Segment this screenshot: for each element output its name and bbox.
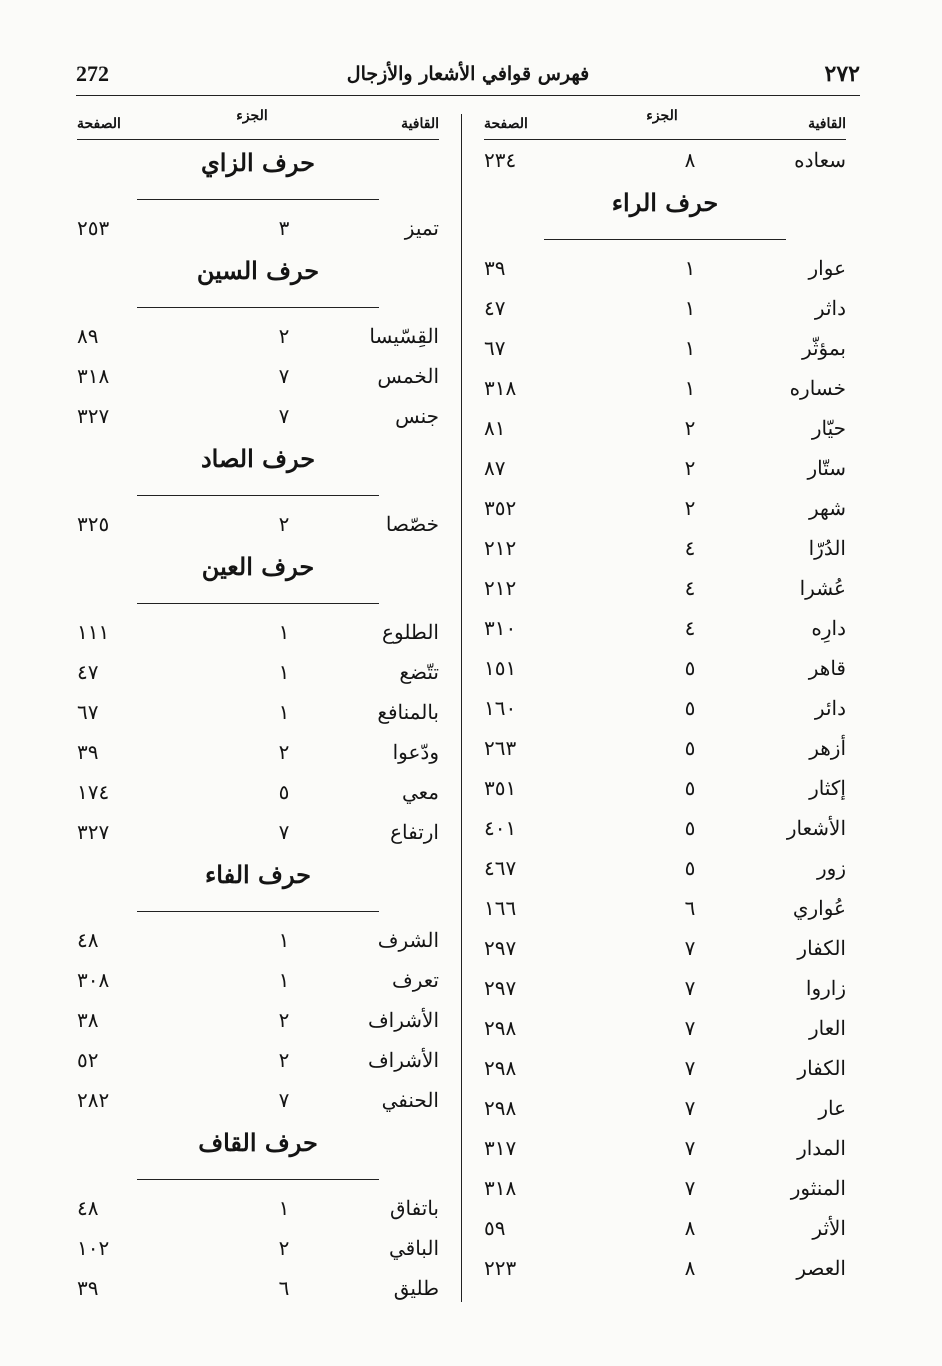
juz-cell: ٢ [278, 512, 290, 536]
section-rule [137, 199, 379, 200]
left-column [77, 110, 439, 1308]
juz-cell: ٢ [278, 324, 290, 348]
index-row [484, 848, 846, 888]
qafiya-cell: بمؤثّر [801, 336, 846, 360]
safha-cell: ٨٧ [484, 456, 506, 480]
safha-cell: ٢٦٣ [484, 736, 517, 760]
header-safha: الصفحة [77, 116, 121, 132]
qafiya-cell: الأشراف [367, 1048, 439, 1072]
juz-cell: ١ [278, 700, 290, 724]
safha-cell: ٨١ [484, 416, 506, 440]
index-row [484, 528, 846, 568]
section-rule [137, 307, 379, 308]
qafiya-cell: أزهر [809, 736, 846, 760]
safha-cell: ٢٥٣ [77, 216, 110, 240]
index-row [484, 1168, 846, 1208]
index-row [484, 1008, 846, 1048]
qafiya-cell: سعاده [794, 148, 846, 172]
safha-cell: ٢٩٨ [484, 1016, 517, 1040]
qafiya-cell: دائر [814, 696, 846, 720]
index-row [484, 1248, 846, 1288]
section-heading [77, 436, 439, 504]
index-row [484, 1128, 846, 1168]
juz-cell: ٢ [278, 1048, 290, 1072]
juz-cell: ٢ [684, 496, 696, 520]
page-number-latin: 272 [76, 61, 109, 86]
safha-cell: ٣٢٥ [77, 512, 110, 536]
juz-cell: ١ [684, 376, 696, 400]
qafiya-cell: بالمنافع [377, 700, 439, 724]
index-row [77, 612, 439, 652]
index-row [77, 1000, 439, 1040]
juz-cell: ٦ [278, 1276, 290, 1300]
section-heading [77, 544, 439, 612]
index-row [484, 968, 846, 1008]
juz-cell: ٥ [684, 856, 696, 880]
juz-cell: ٤ [684, 576, 696, 600]
index-row [77, 1188, 439, 1228]
section-rule [137, 911, 379, 912]
safha-cell: ٢٩٧ [484, 976, 517, 1000]
qafiya-cell: الكفار [797, 1056, 846, 1080]
safha-cell: ٣٩ [484, 256, 506, 280]
juz-cell: ٧ [278, 820, 290, 844]
index-row [484, 768, 846, 808]
index-row [484, 1048, 846, 1088]
index-row [484, 488, 846, 528]
juz-cell: ١ [684, 296, 696, 320]
qafiya-cell: المدار [797, 1136, 846, 1160]
juz-cell: ٥ [684, 776, 696, 800]
index-row [77, 772, 439, 812]
page-number-arabic: ٢٧٢ [824, 61, 860, 87]
safha-cell: ١٠٢ [77, 1236, 110, 1260]
section-title: حرف الزاي [201, 148, 315, 177]
safha-cell: ٣٩ [77, 1276, 99, 1300]
index-row [77, 316, 439, 356]
safha-cell: ٢٩٧ [484, 936, 517, 960]
safha-cell: ٢٩٨ [484, 1096, 517, 1120]
juz-cell: ٤ [684, 536, 696, 560]
header-juz: الجزء [236, 108, 268, 124]
index-entries [77, 140, 439, 1308]
safha-cell: ٤٨ [77, 1196, 99, 1220]
safha-cell: ٢٩٨ [484, 1056, 517, 1080]
juz-cell: ٧ [684, 1176, 696, 1200]
qafiya-cell: المنثور [790, 1176, 846, 1200]
safha-cell: ٣٠٨ [77, 968, 110, 992]
safha-cell: ١٦٦ [484, 896, 517, 920]
qafiya-cell: ستّار [807, 456, 846, 480]
index-row [77, 1268, 439, 1308]
juz-cell: ١ [684, 336, 696, 360]
qafiya-cell: تعرف [392, 968, 439, 992]
qafiya-cell: عار [818, 1096, 846, 1120]
index-row [484, 888, 846, 928]
safha-cell: ٣٢٧ [77, 404, 110, 428]
qafiya-cell: ارتفاع [390, 820, 439, 844]
section-title: حرف الصاد [200, 444, 316, 473]
safha-cell: ٣١٧ [484, 1136, 517, 1160]
section-title: حرف السين [196, 256, 320, 285]
qafiya-cell: دارِه [811, 616, 846, 640]
qafiya-cell: عُشرا [799, 576, 846, 600]
section-title: حرف الفاء [204, 860, 312, 889]
juz-cell: ٢ [278, 1236, 290, 1260]
qafiya-cell: داثر [814, 296, 846, 320]
index-row [484, 928, 846, 968]
section-heading [77, 852, 439, 920]
qafiya-cell: الدُرّا [808, 536, 846, 560]
juz-cell: ٧ [278, 404, 290, 428]
juz-cell: ٥ [684, 656, 696, 680]
qafiya-cell: جنس [395, 404, 439, 428]
index-row [484, 1088, 846, 1128]
juz-cell: ٧ [684, 976, 696, 1000]
juz-cell: ١ [278, 968, 290, 992]
index-row [484, 568, 846, 608]
section-heading [77, 140, 439, 208]
index-row [484, 288, 846, 328]
index-row [484, 368, 846, 408]
safha-cell: ٣١٨ [484, 376, 517, 400]
index-row [77, 504, 439, 544]
juz-cell: ٧ [684, 1136, 696, 1160]
qafiya-cell: الكفار [797, 936, 846, 960]
page-title: فهرس قوافي الأشعار والأزجال [346, 63, 590, 85]
juz-cell: ٨ [684, 1256, 696, 1280]
safha-cell: ٥٢ [77, 1048, 99, 1072]
index-row [77, 692, 439, 732]
section-title: حرف القاف [198, 1128, 318, 1157]
juz-cell: ١ [278, 660, 290, 684]
qafiya-cell: الطلوع [382, 620, 439, 644]
safha-cell: ٥٩ [484, 1216, 506, 1240]
qafiya-cell: تتّضع [399, 660, 439, 684]
qafiya-cell: زاروا [805, 976, 846, 1000]
header-safha: الصفحة [484, 116, 528, 132]
juz-cell: ٢ [684, 456, 696, 480]
header-rule [76, 95, 860, 96]
index-row [484, 408, 846, 448]
section-heading [77, 1120, 439, 1188]
header-qafiya: القافية [808, 116, 846, 132]
safha-cell: ٣٨ [77, 1008, 99, 1032]
safha-cell: ٢٨٢ [77, 1088, 110, 1112]
index-row [484, 140, 846, 180]
qafiya-cell: الأشعار [786, 816, 846, 840]
section-title: حرف الراء [611, 188, 719, 217]
index-row [77, 1040, 439, 1080]
safha-cell: ٨٩ [77, 324, 99, 348]
juz-cell: ٥ [684, 816, 696, 840]
qafiya-cell: عُواري [792, 896, 846, 920]
juz-cell: ٨ [684, 1216, 696, 1240]
section-rule [137, 1179, 379, 1180]
index-row [77, 920, 439, 960]
qafiya-cell: العصر [796, 1256, 846, 1280]
index-row [484, 1208, 846, 1248]
juz-cell: ٥ [684, 696, 696, 720]
section-rule [544, 239, 786, 240]
safha-cell: ١٦٠ [484, 696, 517, 720]
safha-cell: ٣٢٧ [77, 820, 110, 844]
index-row [77, 960, 439, 1000]
right-column [484, 110, 846, 1288]
qafiya-cell: عوار [808, 256, 846, 280]
juz-cell: ٨ [684, 148, 696, 172]
juz-cell: ٧ [684, 1056, 696, 1080]
juz-cell: ١ [278, 928, 290, 952]
juz-cell: ٢ [278, 1008, 290, 1032]
qafiya-cell: طليق [393, 1276, 439, 1300]
qafiya-cell: الشرف [377, 928, 439, 952]
index-entries [484, 140, 846, 1288]
index-row [484, 808, 846, 848]
qafiya-cell: خساره [789, 376, 846, 400]
qafiya-cell: العار [808, 1016, 846, 1040]
qafiya-cell: تميز [404, 216, 439, 240]
index-row [484, 448, 846, 488]
safha-cell: ٤٧ [484, 296, 506, 320]
index-row [484, 688, 846, 728]
header-juz: الجزء [646, 108, 678, 124]
safha-cell: ١٧٤ [77, 780, 110, 804]
safha-cell: ٢٣٤ [484, 148, 517, 172]
qafiya-cell: الأشراف [367, 1008, 439, 1032]
safha-cell: ٣١٨ [484, 1176, 517, 1200]
safha-cell: ٤٠١ [484, 816, 517, 840]
qafiya-cell: معي [401, 780, 439, 804]
juz-cell: ١ [278, 620, 290, 644]
page-header [76, 56, 860, 96]
section-rule [137, 495, 379, 496]
index-row [77, 356, 439, 396]
index-row [77, 1080, 439, 1120]
qafiya-cell: خصّصا [385, 512, 439, 536]
index-row [77, 208, 439, 248]
index-row [484, 248, 846, 288]
index-row [77, 732, 439, 772]
index-row [484, 728, 846, 768]
safha-cell: ٤٨ [77, 928, 99, 952]
column-header [484, 110, 846, 140]
safha-cell: ٣١٨ [77, 364, 110, 388]
juz-cell: ٥ [278, 780, 290, 804]
qafiya-cell: حيّار [811, 416, 846, 440]
qafiya-cell: إكثار [809, 776, 846, 800]
juz-cell: ٧ [684, 1016, 696, 1040]
safha-cell: ١١١ [77, 620, 110, 644]
safha-cell: ٣٩ [77, 740, 99, 764]
index-row [77, 652, 439, 692]
juz-cell: ٤ [684, 616, 696, 640]
juz-cell: ٢ [278, 740, 290, 764]
qafiya-cell: شهر [808, 496, 846, 520]
safha-cell: ٤٧ [77, 660, 99, 684]
qafiya-cell: الأثر [812, 1216, 846, 1240]
juz-cell: ٧ [278, 1088, 290, 1112]
qafiya-cell: باتفاق [390, 1196, 439, 1220]
safha-cell: ٣١٠ [484, 616, 517, 640]
index-row [484, 328, 846, 368]
qafiya-cell: زور [817, 856, 846, 880]
safha-cell: ٤٦٧ [484, 856, 517, 880]
qafiya-cell: الباقي [388, 1236, 439, 1260]
index-row [77, 812, 439, 852]
juz-cell: ١ [278, 1196, 290, 1220]
section-heading [484, 180, 846, 248]
safha-cell: ٦٧ [77, 700, 99, 724]
section-title: حرف العين [201, 552, 315, 581]
index-row [77, 1228, 439, 1268]
safha-cell: ١٥١ [484, 656, 517, 680]
safha-cell: ٢٢٣ [484, 1256, 517, 1280]
safha-cell: ٣٥١ [484, 776, 517, 800]
safha-cell: ٢١٢ [484, 536, 517, 560]
qafiya-cell: الحنفي [381, 1088, 439, 1112]
juz-cell: ٦ [684, 896, 696, 920]
index-row [484, 608, 846, 648]
qafiya-cell: قاهر [808, 656, 846, 680]
index-row [484, 648, 846, 688]
column-divider [461, 114, 462, 1302]
juz-cell: ١ [684, 256, 696, 280]
section-rule [137, 603, 379, 604]
juz-cell: ٧ [684, 936, 696, 960]
header-qafiya: القافية [401, 116, 439, 132]
juz-cell: ٢ [684, 416, 696, 440]
section-heading [77, 248, 439, 316]
safha-cell: ٣٥٢ [484, 496, 517, 520]
column-header [77, 110, 439, 140]
qafiya-cell: ودّعوا [392, 740, 439, 764]
juz-cell: ٧ [278, 364, 290, 388]
juz-cell: ٣ [278, 216, 290, 240]
safha-cell: ٦٧ [484, 336, 506, 360]
juz-cell: ٧ [684, 1096, 696, 1120]
juz-cell: ٥ [684, 736, 696, 760]
index-row [77, 396, 439, 436]
qafiya-cell: القِسّيسا [369, 324, 439, 348]
safha-cell: ٢١٢ [484, 576, 517, 600]
qafiya-cell: الخمس [377, 364, 439, 388]
